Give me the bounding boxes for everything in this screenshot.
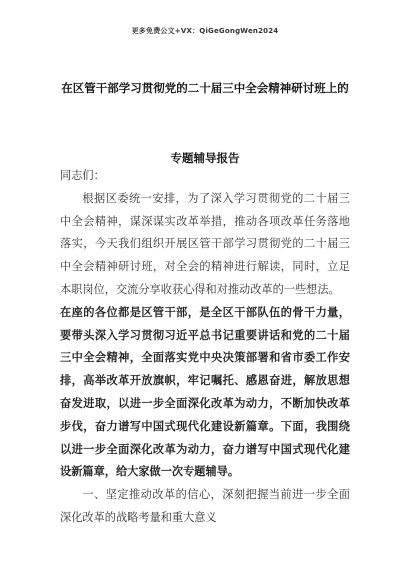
section-heading-1: 一、坚定推动改革的信心，深刻把握当前进一步全面深化改革的战略考量和重大意义 — [60, 488, 350, 524]
paragraph-intro: 根据区委统一安排，为了深入学习贯彻党的二十届三中全会精神，谋深谋实改革举措，推动各项改革任务落地落实，今天我们组织开展区管干部学习贯彻党的二十届三中全会精神研讨班，对全会的精神进行解读，同时，立足本职岗位，交流分享收获心得和对推动改革的一些想法。 — [60, 191, 350, 296]
paragraph-cadres: 在座的各位都是区管干部，是全区干部队伍的骨干力量，要带头深入学习贯彻习近平总书记重要讲话和党的二十届三中全会精神，全面落实党中央决策部署和省市委工作安排，高举改革开放旗帜，牢记嘱托、感恩奋进，解放思想奋发进取，以进一步全面深化改革为动力，不断加快改革步伐，奋力谱写中国式现代化建设新篇章。下面，我围绕以进一步全面深化改革为动力，奋力谱写中国式现代化建设新篇章，给大家做一次专题辅导。 — [60, 305, 350, 479]
report-title-line-2: 专题辅导报告 — [170, 151, 240, 165]
report-title-line-1: 在区管干部学习贯彻党的二十届三中全会精神研讨班上的 — [61, 81, 349, 95]
header-note: 更多免费公文+VX：QiGeGongWen2024 — [131, 27, 279, 35]
report-body — [60, 165, 350, 530]
salutation: 同志们： — [60, 169, 105, 182]
